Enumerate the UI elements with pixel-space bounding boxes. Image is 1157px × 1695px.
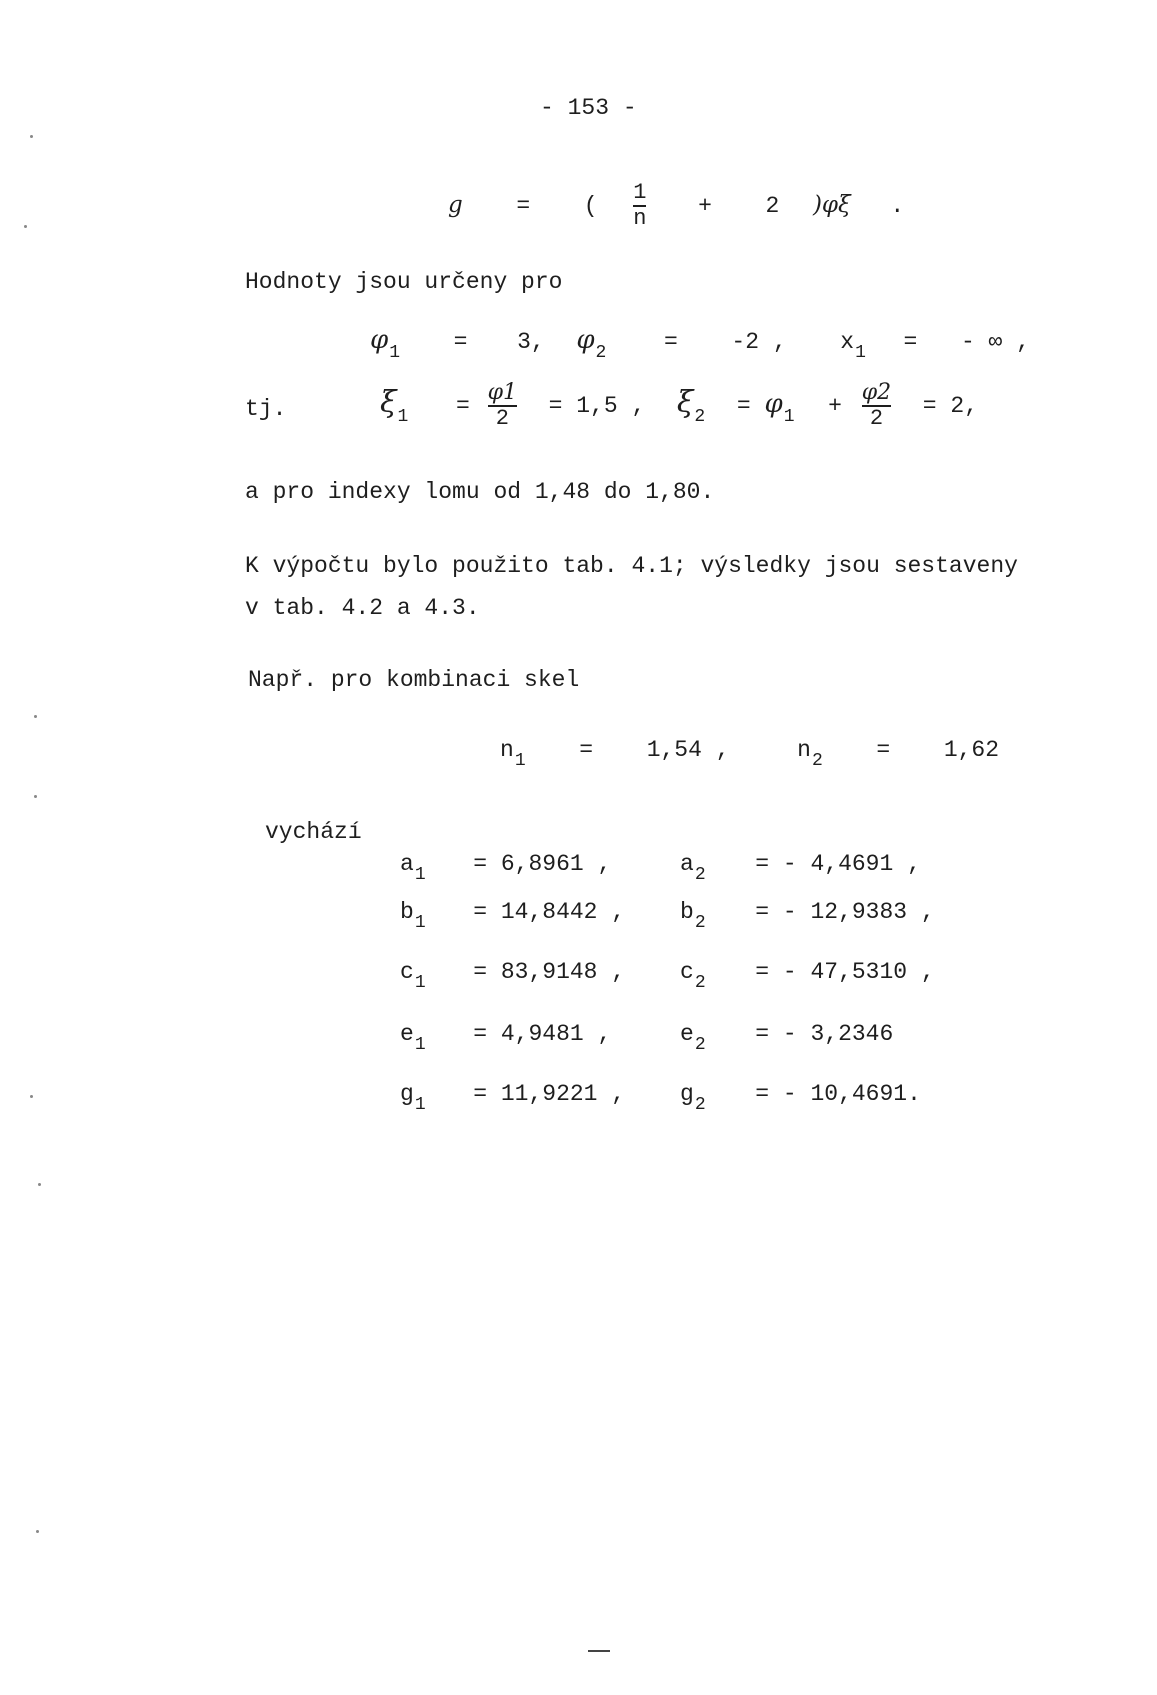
xi-symbol-1: ξ (380, 385, 397, 420)
fraction-phi2-numerator: φ2 (861, 379, 892, 405)
n1-subscript: 1 (514, 751, 526, 771)
tj-label: tj. (245, 396, 287, 422)
result-left-value: = 6,8961 , (473, 851, 612, 877)
result-left-letter: g (400, 1081, 414, 1107)
fraction-phi2-over-2 (861, 379, 892, 431)
result-left-subscript: 1 (414, 913, 426, 933)
phi-value-1: 3, (517, 329, 545, 355)
formula-g-plus: + (698, 193, 712, 220)
xi-symbol-2: ξ (676, 385, 694, 420)
n1-eq: = (579, 737, 594, 763)
result-row (400, 1080, 626, 1115)
result-right-subscript: 2 (694, 913, 706, 933)
result-left-letter: a (400, 851, 414, 877)
formula-g-lhs: g (448, 192, 463, 219)
formula-g-two: 2 (765, 193, 780, 220)
result-row-right (680, 1080, 921, 1115)
scan-speck (30, 1095, 33, 1098)
paragraph-calc-line-1: K výpočtu bylo použito tab. 4.1; výsledky jsou sestaveny (245, 553, 1018, 579)
result-right-value: = - 3,2346 (755, 1021, 894, 1047)
result-left-value: = 11,9221 , (473, 1081, 626, 1107)
scan-speck (34, 715, 37, 718)
result-right-letter: a (680, 851, 694, 877)
result-row-right (680, 958, 935, 993)
fraction-phi1-numerator: φ1 (487, 379, 517, 405)
x-eq: = (903, 329, 918, 355)
paragraph-values: Hodnoty jsou určeny pro (245, 269, 563, 295)
result-row (400, 898, 626, 933)
phi1-subscript: 1 (783, 407, 795, 427)
phi-symbol-1: φ (370, 325, 389, 355)
phi-eq-2: = (663, 329, 678, 355)
result-right-value: = - 10,4691. (755, 1081, 921, 1107)
n2-value: 1,62 (943, 737, 1000, 763)
result-right-letter: b (680, 899, 694, 925)
result-left-subscript: 1 (414, 973, 426, 993)
result-right-letter: e (680, 1021, 694, 1047)
result-row (400, 850, 612, 885)
result-row-right (680, 1020, 894, 1055)
formula-g-open: ( (583, 193, 598, 220)
result-row (400, 1020, 612, 1055)
n1-symbol: n (500, 737, 514, 763)
xi-value-1: = 1,5 , (548, 393, 646, 419)
result-row (400, 958, 626, 993)
result-left-subscript: 1 (414, 865, 426, 885)
result-left-letter: b (400, 899, 414, 925)
scan-speck (24, 225, 27, 228)
result-row-right (680, 850, 921, 885)
phi-subscript-2: 2 (595, 343, 607, 363)
phi-value-2: -2 , (731, 329, 787, 355)
result-left-letter: e (400, 1021, 414, 1047)
result-right-value: = - 47,5310 , (755, 959, 935, 985)
result-left-subscript: 1 (414, 1035, 426, 1055)
scan-speck (30, 135, 33, 138)
formula-g-eq: = (516, 193, 531, 220)
n2-eq: = (876, 737, 891, 763)
fraction-denominator: n (633, 206, 647, 231)
xi-definition-line (380, 378, 978, 433)
paragraph-example: Např. pro kombinaci skel (248, 667, 580, 693)
results-label: vychází (265, 819, 362, 845)
xi-eq-1: = (455, 393, 470, 419)
formula-g-close: )φξ (812, 192, 851, 219)
result-left-subscript: 1 (414, 1095, 426, 1115)
x-symbol: x (840, 329, 855, 355)
result-right-value: = - 4,4691 , (755, 851, 921, 877)
fraction-numerator: 1 (633, 180, 647, 205)
result-right-subscript: 2 (694, 973, 706, 993)
fraction-one-over-n (633, 182, 646, 230)
result-left-letter: c (400, 959, 414, 985)
phi-subscript-1: 1 (389, 343, 401, 363)
xi-plus: + (828, 393, 842, 419)
xi-subscript-2: 2 (694, 407, 706, 427)
result-right-subscript: 2 (694, 865, 706, 885)
paragraph-indexes: a pro indexy lomu od 1,48 do 1,80. (245, 479, 715, 505)
xi-subscript-1: 1 (397, 407, 409, 427)
n-values-line (500, 736, 1000, 771)
page-number: - 153 - (540, 95, 637, 121)
result-right-value: = - 12,9383 , (755, 899, 935, 925)
n1-value: 1,54 , (646, 737, 730, 763)
xi-eq-2: = (736, 393, 751, 419)
fraction-phi1-denominator: 2 (495, 405, 509, 431)
phi-eq-1: = (453, 329, 468, 355)
result-right-letter: g (680, 1081, 694, 1107)
result-right-subscript: 2 (694, 1095, 706, 1115)
result-left-value: = 83,9148 , (473, 959, 626, 985)
fraction-phi2-denominator: 2 (869, 405, 884, 431)
formula-g (448, 182, 904, 230)
scan-speck (34, 795, 37, 798)
result-left-value: = 14,8442 , (473, 899, 626, 925)
x-value: - ∞ , (960, 329, 1030, 355)
phi-definition-line (370, 325, 1030, 363)
scan-speck (36, 1530, 39, 1533)
paragraph-calc-line-2: v tab. 4.2 a 4.3. (245, 595, 480, 621)
result-right-subscript: 2 (694, 1035, 706, 1055)
result-row-right (680, 898, 935, 933)
n2-symbol: n (797, 737, 811, 763)
scan-speck (38, 1183, 41, 1186)
formula-g-dot: . (890, 193, 905, 220)
phi1-symbol: φ (764, 389, 783, 419)
result-left-value: = 4,9481 , (473, 1021, 612, 1047)
n2-subscript: 2 (811, 751, 823, 771)
x-subscript: 1 (855, 343, 866, 363)
fraction-phi1-over-2 (487, 379, 517, 431)
scan-dash (588, 1650, 610, 1652)
result-right-letter: c (680, 959, 694, 985)
phi-symbol-2: φ (576, 325, 595, 355)
xi-value-2: = 2, (922, 393, 978, 419)
